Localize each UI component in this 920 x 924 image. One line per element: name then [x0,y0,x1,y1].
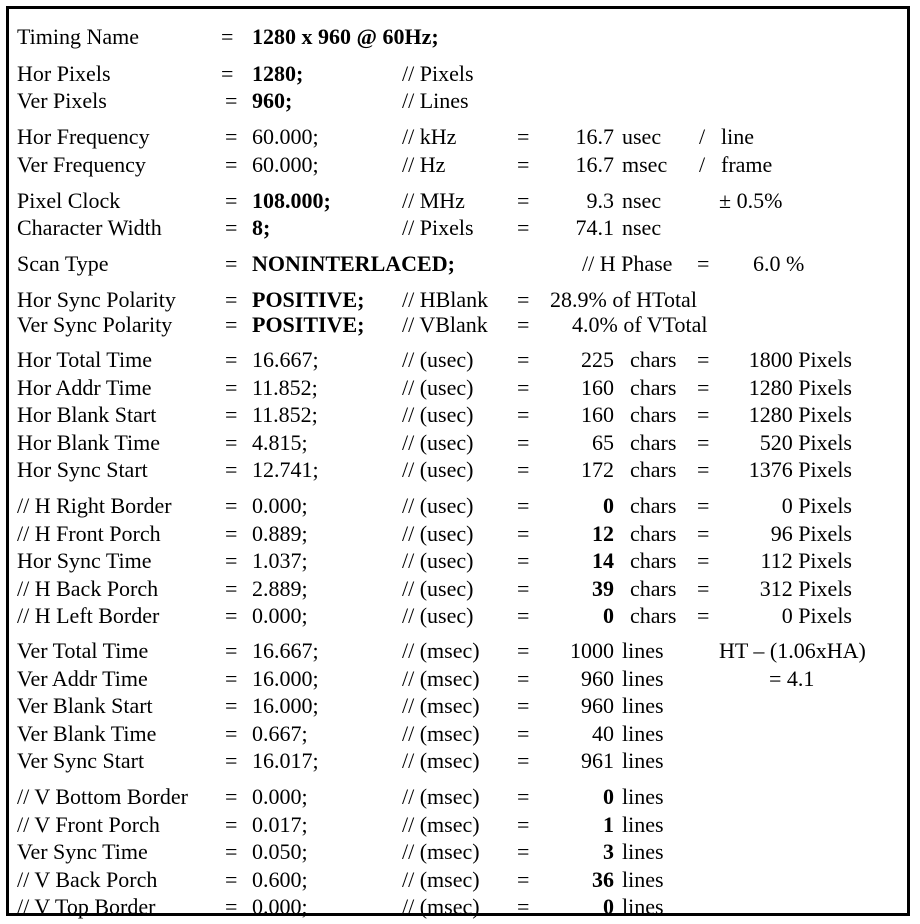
equals-sign: = [697,402,710,427]
row-result: 3 [603,839,614,864]
equals-sign: = [225,520,238,546]
row-comment: // (msec) [402,784,480,809]
equals-sign: = [697,457,710,482]
row-comment: // (usec) [402,603,474,628]
row-result: 40 [592,720,614,746]
row-pixels: 1280 Pixels [748,374,852,400]
slash: / [699,124,706,149]
timing-name-label: Timing Name [17,24,140,49]
slash: / [699,152,706,177]
row-value: 16.017; [252,748,319,773]
equals-sign: = [225,251,238,276]
scan-type-row [9,250,907,277]
row-value: 11.852; [252,402,318,427]
h-phase-label: // H Phase [582,251,673,276]
row-comment: // (msec) [402,866,480,892]
row-value: 108.000; [252,188,331,213]
row-comment: // Lines [402,88,469,113]
row-comment: // (usec) [402,457,474,482]
ver-pixels-row [9,87,907,114]
row-label: Hor Blank Start [17,402,157,427]
row-comment: // (usec) [402,429,474,455]
tolerance: ± 0.5% [719,188,783,213]
row-result: 74.1 [575,215,614,240]
row-chars: chars [630,457,677,482]
row-unit: nsec [622,215,662,240]
equals-sign: = [517,720,530,746]
equals-sign: = [697,493,710,518]
row-unit: lines [622,693,664,718]
table-row [9,547,907,574]
equals-sign: = [225,811,238,837]
equals-sign: = [517,665,530,691]
row-result: 39 [592,575,614,601]
row-chars: chars [630,402,677,427]
row-label: // H Front Porch [17,520,161,546]
equals-sign: = [517,374,530,400]
row-result: 16.7 [575,124,614,149]
ver-sync-polarity-row [9,311,907,338]
row-result: 65 [592,429,614,455]
equals-sign: = [225,347,238,372]
row-label: Ver Blank Start [17,693,153,718]
row-chars: chars [630,493,677,518]
equals-sign: = [517,638,530,663]
row-result: 0 [603,493,614,518]
row-value: 0.600; [252,866,308,892]
row-label: Ver Total Time [17,638,149,663]
row-value: 60.000; [252,152,319,177]
row-comment: // (msec) [402,638,480,663]
row-pixels: 312 Pixels [759,575,852,601]
row-value: 16.000; [252,693,319,718]
equals-sign: = [225,784,238,809]
row-chars: chars [630,429,677,455]
row-label: Hor Blank Time [17,429,161,455]
equals-sign: = [225,124,238,149]
equals-sign: = [517,784,530,809]
row-pixels: 1280 Pixels [748,402,852,427]
table-row [9,346,907,373]
row-label: Hor Sync Start [17,457,148,482]
row-value: 12.741; [252,457,319,482]
row-comment: // (msec) [402,748,480,773]
row-unit: lines [622,839,664,864]
row-unit: lines [622,665,664,691]
row-value: 1280; [252,61,304,86]
row-unit: lines [622,811,664,837]
row-label: // V Top Border [17,894,156,919]
row-value: 60.000; [252,124,319,149]
table-row [9,893,907,920]
row-value: 0.000; [252,784,308,809]
ver-frequency-row [9,151,907,178]
row-result: 14 [592,548,614,573]
row-unit: lines [622,720,664,746]
row-value: 4.815; [252,429,308,455]
equals-sign: = [697,429,710,455]
row-comment: // HBlank [402,287,489,312]
equals-sign: = [517,748,530,773]
equals-sign: = [221,24,234,49]
equals-sign: = [517,811,530,837]
equals-sign: = [517,429,530,455]
row-unit: lines [622,784,664,809]
row-value: 0.667; [252,720,308,746]
character-width-row [9,214,907,241]
row-chars: chars [630,347,677,372]
equals-sign: = [225,215,238,240]
row-comment: // (msec) [402,720,480,746]
equals-sign: = [697,251,710,276]
row-label: Hor Sync Polarity [17,287,176,312]
row-label: // H Right Border [17,493,172,518]
row-unit: lines [622,748,664,773]
table-row [9,575,907,602]
row-label: Scan Type [17,251,109,276]
row-unit: lines [622,866,664,892]
row-label: Ver Addr Time [17,665,148,691]
row-value: 0.889; [252,520,308,546]
hor-sync-polarity-row [9,286,907,313]
equals-sign: = [225,152,238,177]
table-row [9,492,907,519]
row-comment: // (msec) [402,894,480,919]
equals-sign: = [225,402,238,427]
table-row [9,747,907,774]
row-value: 16.667; [252,347,319,372]
table-row [9,866,907,893]
table-row [9,429,907,456]
row-label: Ver Sync Polarity [17,312,173,337]
equals-sign: = [225,720,238,746]
row-result: 160 [581,402,614,427]
row-chars: chars [630,374,677,400]
row-comment: // (msec) [402,665,480,691]
row-unit: nsec [622,188,662,213]
hor-frequency-row [9,123,907,150]
row-label: // V Front Porch [17,811,160,837]
row-unit: usec [622,124,662,149]
row-label: Ver Sync Start [17,748,145,773]
row-value: 0.000; [252,493,308,518]
equals-sign: = [517,347,530,372]
row-label: Ver Blank Time [17,720,157,746]
row-label: Ver Pixels [17,88,107,113]
equals-sign: = [517,839,530,864]
row-result: 960 [581,665,614,691]
row-chars: chars [630,603,677,628]
equals-sign: = [225,693,238,718]
equals-sign: = [517,287,530,312]
row-pixels: 0 Pixels [781,603,852,628]
equals-sign: = [225,188,238,213]
row-value: 16.000; [252,665,319,691]
row-value: 2.889; [252,575,308,601]
equals-sign: = [225,603,238,628]
row-label: // H Left Border [17,603,160,628]
row-result: 1 [603,811,614,837]
row-comment: // (usec) [402,575,474,601]
row-label: Hor Pixels [17,61,111,86]
row-percentage: 4.0% of VTotal [572,312,708,337]
equals-sign: = [517,493,530,518]
timing-name-value: 1280 x 960 @ 60Hz; [252,24,439,49]
row-label: Ver Sync Time [17,839,148,864]
equals-sign: = [225,548,238,573]
row-result: 961 [581,748,614,773]
row-label: Hor Sync Time [17,548,152,573]
row-value: POSITIVE; [252,312,365,337]
row-result: 9.3 [586,188,614,213]
row-result: 172 [581,457,614,482]
row-comment: // (usec) [402,493,474,518]
row-result: 0 [603,603,614,628]
equals-sign: = [517,520,530,546]
row-result: 16.7 [575,152,614,177]
row-result: 1000 [570,638,614,663]
row-comment: // (usec) [402,520,474,546]
row-comment: // kHz [402,124,457,149]
row-comment: // (usec) [402,548,474,573]
row-result: 12 [592,520,614,546]
equals-sign: = [225,638,238,663]
equals-sign: = [517,894,530,919]
equals-sign: = [517,693,530,718]
row-value: 0.000; [252,603,308,628]
row-label: Hor Total Time [17,347,152,372]
row-result: 960 [581,693,614,718]
row-unit: lines [622,894,664,919]
equals-sign: = [697,603,710,628]
row-comment: // (usec) [402,374,474,400]
table-row [9,637,907,664]
pixel-clock-row [9,187,907,214]
equals-sign: = [225,287,238,312]
row-result: 0 [603,784,614,809]
timing-table [9,9,907,919]
equals-sign: = [225,665,238,691]
row-unit: msec [622,152,668,177]
row-pixels: 1800 Pixels [748,347,852,372]
table-row [9,520,907,547]
row-label: // V Back Porch [17,866,158,892]
row-value: 0.000; [252,894,308,919]
equals-sign: = [225,429,238,455]
row-value: 16.667; [252,638,319,663]
table-row [9,692,907,719]
equals-sign: = [225,894,238,919]
equals-sign: = [225,457,238,482]
row-comment: // (msec) [402,693,480,718]
row-value: 8; [252,215,271,240]
table-row [9,456,907,483]
row-comment: // (msec) [402,811,480,837]
row-comment: // MHz [402,188,465,213]
row-result: 36 [592,866,614,892]
equals-sign: = [697,374,710,400]
row-value: 1.037; [252,548,308,573]
row-extra: frame [721,152,773,177]
row-label: Pixel Clock [17,188,121,213]
row-comment: // Pixels [402,61,474,86]
equals-sign: = [225,493,238,518]
row-chars: chars [630,548,677,573]
equals-sign: = [517,603,530,628]
row-label: // H Back Porch [17,575,159,601]
row-value: 11.852; [252,374,318,400]
equals-sign: = [517,548,530,573]
row-pixels: 96 Pixels [770,520,852,546]
row-chars: chars [630,520,677,546]
row-label: Character Width [17,215,162,240]
equals-sign: = [225,374,238,400]
row-comment: // VBlank [402,312,488,337]
row-comment: // Hz [402,152,446,177]
row-note: HT – (1.06xHA) [719,638,866,663]
equals-sign: = [697,347,710,372]
row-value: 0.050; [252,839,308,864]
table-row [9,401,907,428]
equals-sign: = [517,402,530,427]
table-row [9,783,907,810]
equals-sign: = [517,152,530,177]
equals-sign: = [225,88,238,113]
row-label: Hor Addr Time [17,374,152,400]
equals-sign: = [225,866,238,892]
equals-sign: = [697,520,710,546]
h-phase-value: 6.0 % [753,251,805,276]
equals-sign: = [517,188,530,213]
equals-sign: = [221,61,234,86]
row-label: // V Bottom Border [17,784,188,809]
equals-sign: = [225,575,238,601]
equals-sign: = [517,457,530,482]
row-result: 160 [581,374,614,400]
row-value: 0.017; [252,811,308,837]
row-comment: // (usec) [402,347,474,372]
table-row [9,374,907,401]
equals-sign: = [225,748,238,773]
timing-name-row [9,23,907,50]
row-label: Ver Frequency [17,152,146,177]
equals-sign: = [517,866,530,892]
equals-sign: = [517,215,530,240]
row-unit: lines [622,638,664,663]
table-row [9,811,907,838]
row-pixels: 1376 Pixels [748,457,852,482]
equals-sign: = [517,312,530,337]
table-row [9,720,907,747]
row-pixels: 112 Pixels [760,548,852,573]
hor-pixels-row [9,60,907,87]
timing-table-frame [6,6,910,919]
row-comment: // Pixels [402,215,474,240]
row-value: 960; [252,88,293,113]
row-extra: line [721,124,754,149]
table-row [9,665,907,692]
equals-sign: = [517,575,530,601]
row-percentage: 28.9% of HTotal [550,287,697,312]
row-pixels: 0 Pixels [781,493,852,518]
row-pixels: 520 Pixels [759,429,852,455]
table-row [9,602,907,629]
row-note: = 4.1 [769,665,815,691]
row-result: 0 [603,894,614,919]
equals-sign: = [517,124,530,149]
row-chars: chars [630,575,677,601]
row-comment: // (msec) [402,839,480,864]
row-label: Hor Frequency [17,124,150,149]
equals-sign: = [225,312,238,337]
equals-sign: = [225,839,238,864]
row-result: 225 [581,347,614,372]
row-value: NONINTERLACED; [252,251,455,276]
equals-sign: = [697,548,710,573]
row-comment: // (usec) [402,402,474,427]
equals-sign: = [697,575,710,601]
table-row [9,838,907,865]
row-value: POSITIVE; [252,287,365,312]
